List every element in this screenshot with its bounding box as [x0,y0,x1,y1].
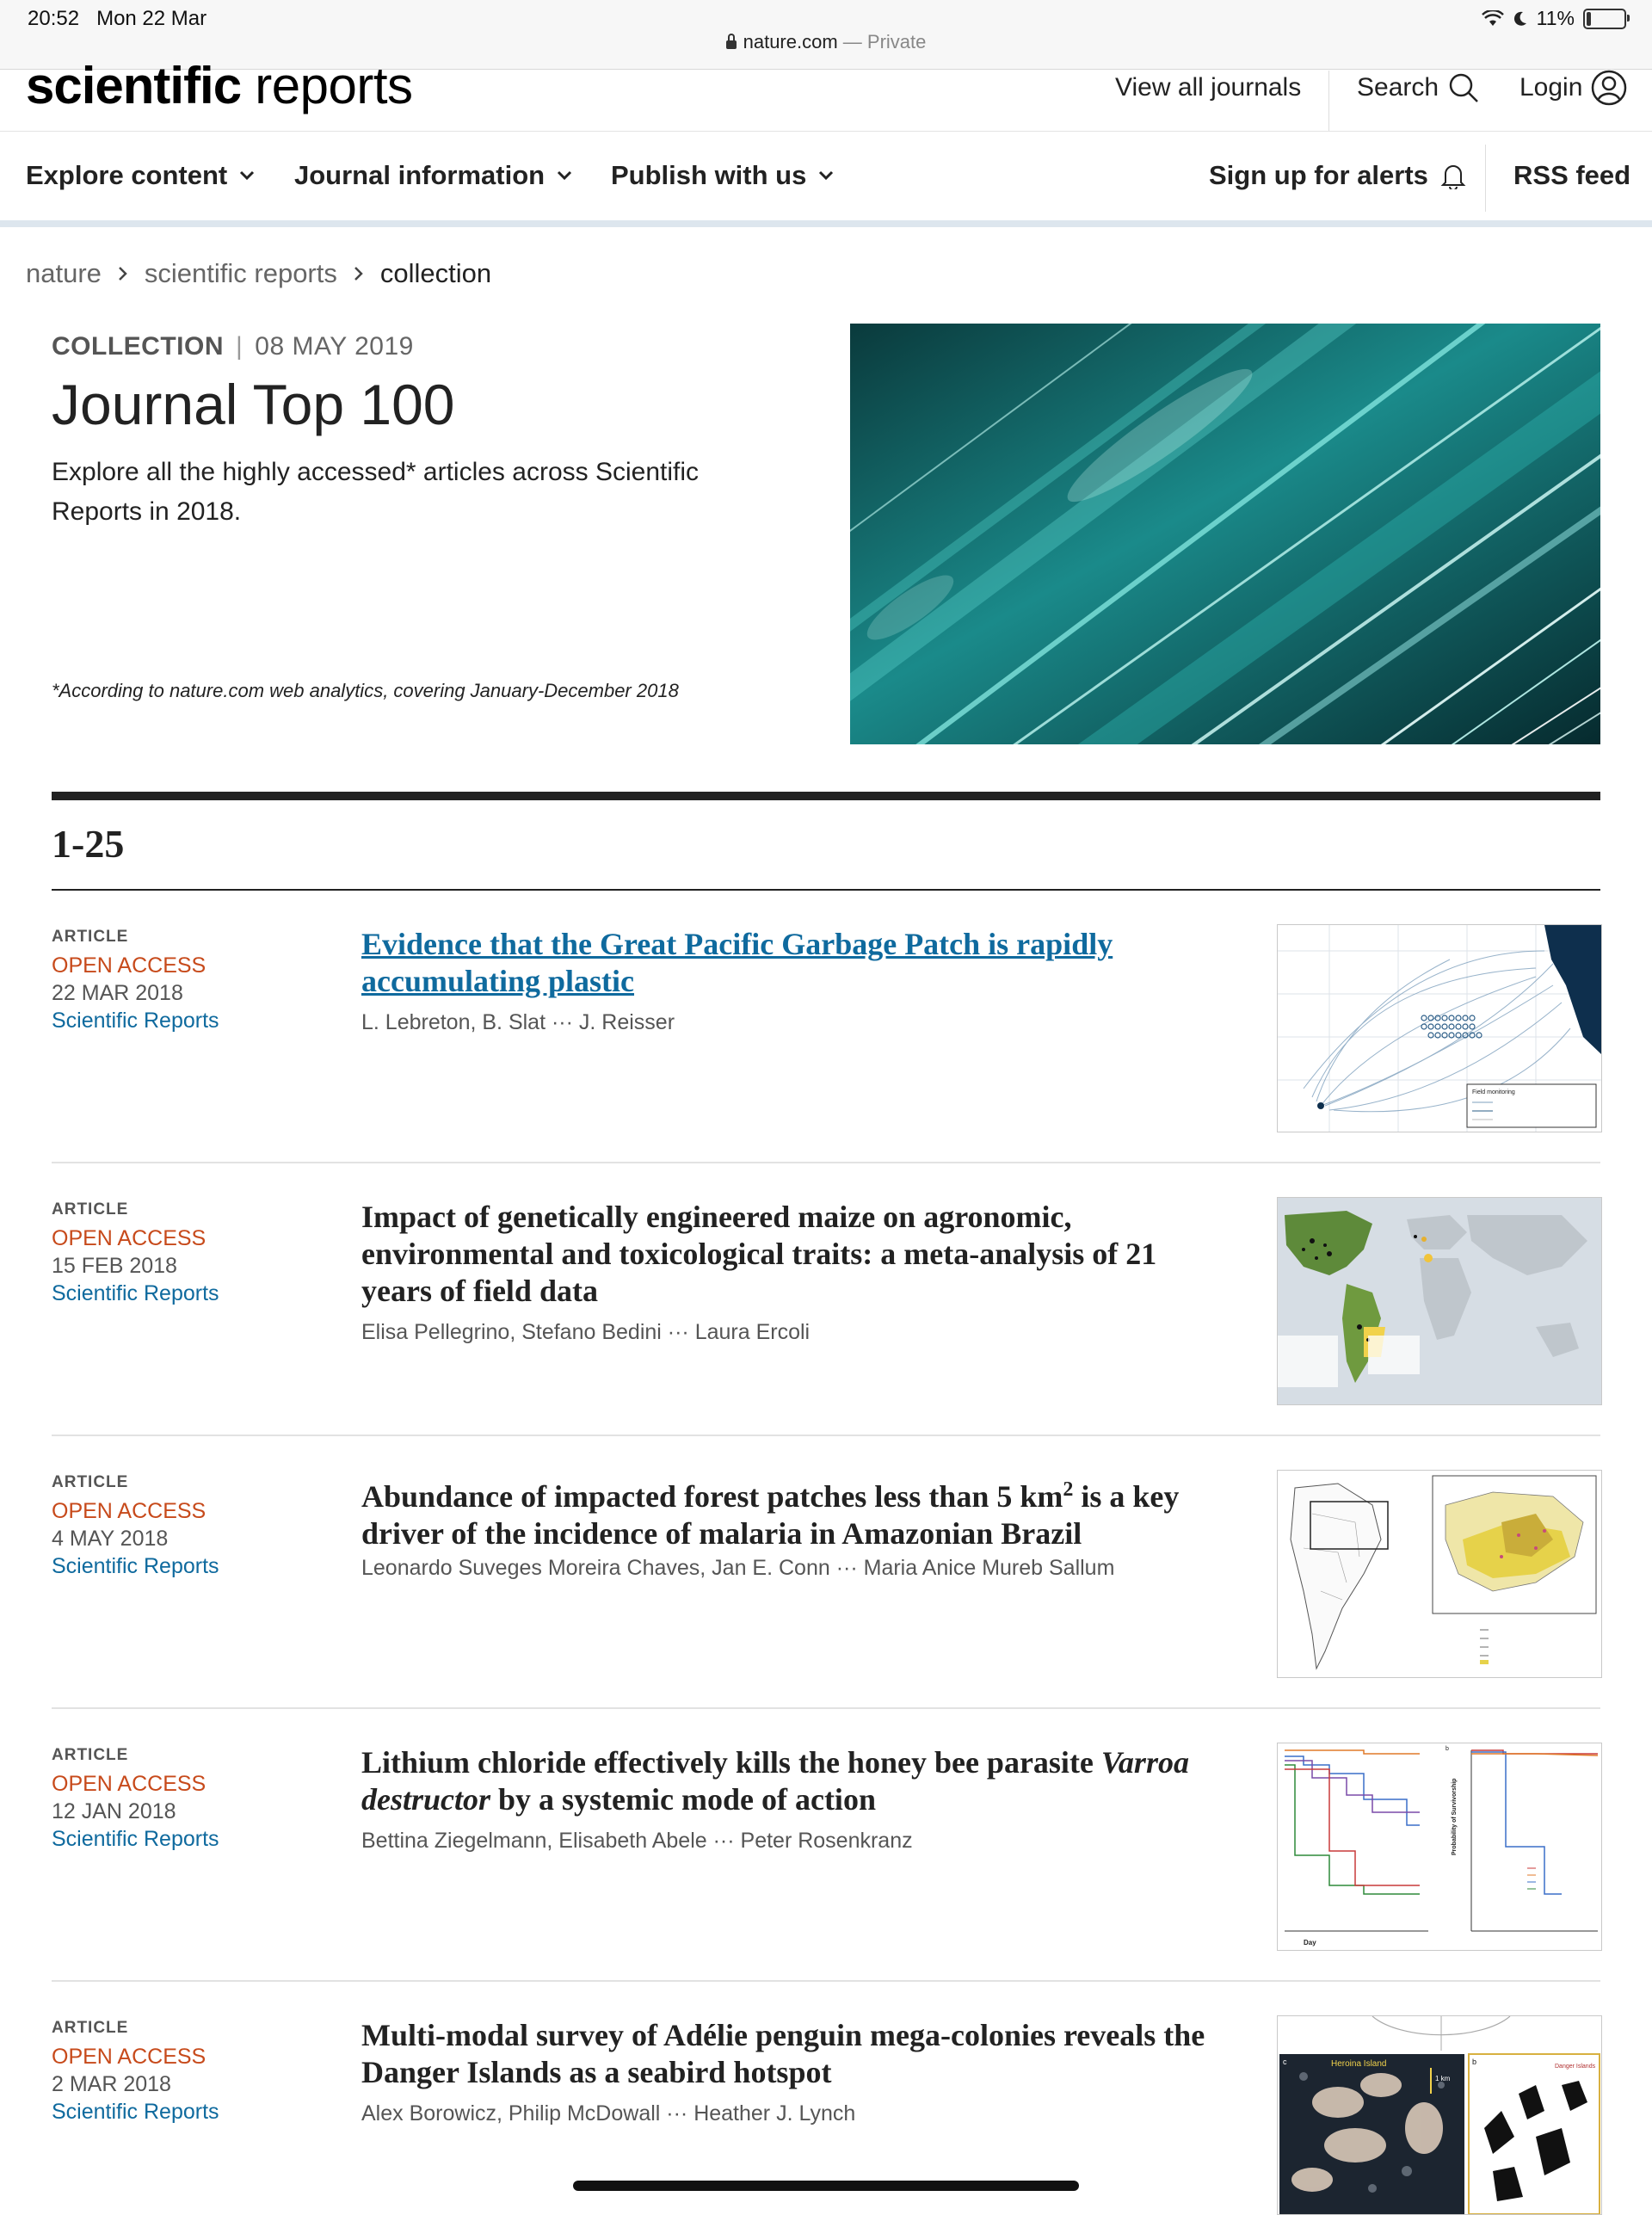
article-authors: L. Lebreton, B. Slat ··· J. Reisser [361,1010,675,1034]
article-title-italic: Varroa [1100,1745,1189,1780]
article-authors: Bettina Ziegelmann, Elisabeth Abele ··· Peter Rosenkranz [361,1829,913,1853]
battery-percent: 11% [1536,7,1575,29]
nav-publish-with-us[interactable] [611,158,834,193]
clock-time: 20:52 [28,7,80,30]
breadcrumb-nature[interactable]: nature [26,258,102,288]
wifi-icon [1482,10,1504,28]
article-date: 4 MAY 2018 [52,1527,169,1551]
article-title-line: driver of the incidence of malaria in Amazonian Brazil [361,1516,1082,1551]
nav-bottom-border [0,220,1652,227]
login-label: Login [1519,73,1583,102]
article-title-line: Impact of genetically engineered maize on agronomic, [361,1200,1072,1234]
breadcrumb-scientific-reports[interactable]: scientific reports [144,258,337,288]
thumb-panel-label: b [1446,1746,1449,1752]
article-type: ARTICLE [52,2019,129,2037]
article-journal-link[interactable]: Scientific Reports [52,1281,219,1305]
logo-light: reports [255,57,413,114]
thumb-legend-title: Field monitoring [1472,1089,1515,1095]
article-date: 15 FEB 2018 [52,1254,177,1278]
article-thumbnail[interactable] [1277,2015,1602,2215]
article-title-link[interactable] [361,1199,1308,1310]
header-divider [1328,71,1329,131]
article-title-link[interactable] [361,2017,1308,2091]
site-logo[interactable] [26,55,413,117]
article-thumbnail[interactable] [1277,924,1602,1132]
clock-date: Mon 22 Mar [96,7,207,30]
open-access-label: OPEN ACCESS [52,1499,206,1523]
thumb-island-label: Heroina Island [1331,2059,1387,2069]
section-title: 1-25 [52,822,125,866]
view-all-journals-label: View all journals [1115,73,1302,102]
article-authors: Elisa Pellegrino, Stefano Bedini ··· Laura Ercoli [361,1320,811,1344]
private-label: — Private [842,31,927,52]
article-type: ARTICLE [52,928,129,946]
battery-icon [1583,9,1626,29]
article-thumbnail[interactable] [1277,1470,1602,1678]
header-bottom-border [0,131,1652,132]
penguin-colony-thumbnail [1278,2016,1601,2214]
article-thumbnail[interactable] [1277,1743,1602,1951]
article-item [52,1437,1600,1709]
collection-label: COLLECTION [52,332,224,361]
nav-rss-label: RSS feed [1513,160,1631,190]
article-title-line: environmental and toxicological traits: a meta-analysis of 21 [361,1237,1157,1271]
article-item [52,892,1600,1163]
article-authors: Leonardo Suveges Moreira Chaves, Jan E. Conn ··· Maria Anice Mureb Sallum [361,1556,1115,1580]
search-button[interactable] [1357,71,1480,105]
article-divider [52,1435,1600,1436]
article-title-link[interactable] [361,1472,1308,1552]
search-label: Search [1357,73,1439,102]
collection-hero-image [850,324,1600,744]
article-title-line: years of field data [361,1274,598,1308]
article-item [52,1710,1600,1982]
article-date: 12 JAN 2018 [52,1799,176,1823]
article-type: ARTICLE [52,1746,129,1764]
article-title-line: is a key [1073,1479,1180,1514]
page-title: Journal Top 100 [52,373,455,436]
article-authors: Alex Borowicz, Philip McDowall ··· Heather J. Lynch [361,2101,856,2126]
user-icon [1591,70,1627,106]
nav-divider [1485,145,1486,212]
article-journal-link[interactable]: Scientific Reports [52,2100,219,2124]
world-map-thumbnail [1278,1198,1601,1404]
article-item [52,1164,1600,1436]
lock-icon [726,40,737,49]
article-type: ARTICLE [52,1200,129,1219]
article-title-line: by a systemic mode of action [490,1782,876,1817]
status-indicators [1482,7,1626,30]
open-access-label: OPEN ACCESS [52,2045,206,2069]
nav-journal-information[interactable] [294,158,572,193]
article-title-italic: destructor [361,1782,491,1817]
chevron-down-icon [557,170,572,181]
breadcrumb [26,258,491,289]
chevron-right-icon [353,265,365,282]
section-rule [52,889,1600,891]
moon-icon [1513,10,1528,28]
thumb-y-label: Probability of Survivorship [1452,1778,1458,1855]
nav-journal-label: Journal information [294,160,546,190]
article-divider [52,1707,1600,1709]
amazon-map-thumbnail [1278,1471,1601,1677]
login-button[interactable] [1519,71,1627,105]
address-bar[interactable] [0,31,1652,53]
nav-sign-up-alerts[interactable] [1209,158,1466,193]
chevron-right-icon [117,265,129,282]
url-text: nature.com [743,31,838,52]
article-title-superscript: 2 [1063,1478,1074,1501]
article-title-line: Danger Islands as a seabird hotspot [361,2055,832,2089]
article-item [52,1983,1600,2204]
article-thumbnail[interactable] [1277,1197,1602,1405]
open-access-label: OPEN ACCESS [52,1772,206,1796]
section-top-bar [52,792,1600,800]
search-icon [1447,71,1480,104]
bell-icon [1440,162,1466,189]
nav-rss-feed[interactable] [1513,158,1630,193]
article-journal-link[interactable]: Scientific Reports [52,1554,219,1578]
open-access-label: OPEN ACCESS [52,1226,206,1250]
article-title-link[interactable] [361,1744,1308,1818]
ocean-map-thumbnail [1278,925,1601,1132]
collection-meta: COLLECTION | 08 MAY 2019 [52,332,414,361]
chevron-down-icon [239,170,255,181]
view-all-journals-link[interactable] [1115,71,1301,105]
article-title-line: Abundance of impacted forest patches less than 5 km [361,1479,1063,1514]
article-title-line: accumulating plastic [361,964,635,998]
thumb-panel-label: b [1472,2058,1477,2066]
collection-date: 08 MAY 2019 [255,332,414,361]
thumb-islands-label: Danger Islands [1555,2064,1596,2070]
collection-footnote: *According to nature.com web analytics, covering January-December 2018 [52,680,679,701]
collection-description: Explore all the highly accessed* articles across Scientific Reports in 2018. [52,458,700,526]
article-date: 22 MAR 2018 [52,981,183,1005]
logo-bold: scientific [26,57,242,114]
thumb-x-label: Day [1304,1939,1316,1947]
article-type: ARTICLE [52,1473,129,1491]
article-date: 2 MAR 2018 [52,2072,171,2096]
open-access-label: OPEN ACCESS [52,953,206,978]
article-divider [52,1980,1600,1982]
article-title-line: Multi-modal survey of Adélie penguin mega-colonies reveals the [361,2018,1205,2052]
thumb-panel-label: c [1283,2058,1287,2066]
article-title-line: Evidence that the Great Pacific Garbage Patch is rapidly [361,927,1113,961]
article-title-link[interactable] [361,926,1308,1000]
status-time [28,7,206,31]
article-divider [52,1162,1600,1163]
article-journal-link[interactable]: Scientific Reports [52,1827,219,1851]
survival-chart-thumbnail [1278,1743,1601,1950]
nav-alerts-label: Sign up for alerts [1209,160,1428,190]
nav-explore-content[interactable] [26,158,255,193]
chevron-down-icon [818,170,834,181]
breadcrumb-collection: collection [379,258,492,288]
home-indicator[interactable] [573,2181,1079,2191]
thumb-scale-label: 1 km [1435,2075,1451,2082]
article-title-line: Lithium chloride effectively kills the honey bee parasite [361,1745,1101,1780]
article-journal-link[interactable]: Scientific Reports [52,1009,219,1033]
nav-publish-label: Publish with us [611,160,807,190]
nav-explore-label: Explore content [26,160,228,190]
